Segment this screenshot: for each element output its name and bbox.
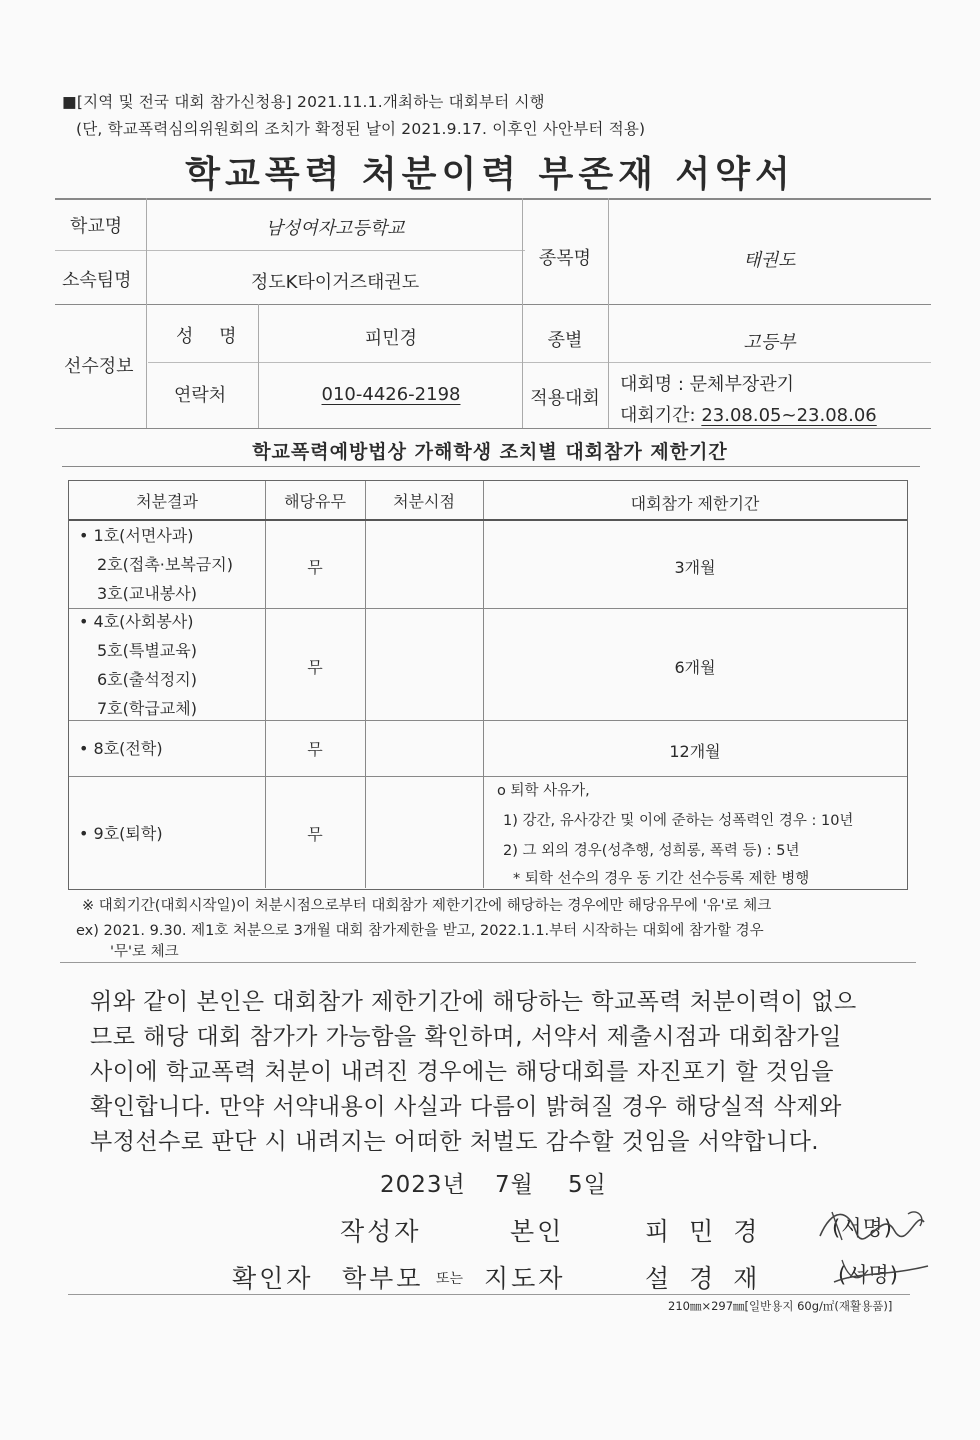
name-value: 피민경 <box>364 328 418 349</box>
event-period-label: 대회기간: <box>620 405 702 426</box>
row2-period: 6개월 <box>674 658 716 677</box>
row4-period-line-4: * 퇴학 선수의 경우 동 기간 선수등록 제한 병행 <box>513 871 810 887</box>
date-month: 7월 <box>495 1172 534 1198</box>
category-label: 종별 <box>547 330 583 351</box>
info-bottom-border <box>55 428 931 429</box>
penalty-col-divider-3 <box>483 481 484 888</box>
row3-period: 12개월 <box>669 742 721 761</box>
row4-period-line-3: 2) 그 외의 경우(성추행, 성희롱, 폭력 등) : 5년 <box>503 843 800 859</box>
notice-line-2: (단, 학교폭력심의위원회의 조치가 확정된 날이 2021.9.17. 이후인 사안부터 적용) <box>76 120 646 138</box>
info-row-divider-3 <box>148 362 931 363</box>
paper-spec: 210㎜×297㎜[일반용지 60g/㎡(재활용품)] <box>668 1299 893 1313</box>
writer-role: 본인 <box>510 1217 565 1246</box>
team-value: 정도K타이거즈태권도 <box>250 272 420 293</box>
row2-item-3: 6호(출석정지) <box>97 670 197 689</box>
writer-signature-scribble <box>812 1202 934 1246</box>
confirmer-role-parent: 학부모 <box>342 1264 424 1293</box>
row3-item-1: • 8호(전학) <box>79 739 163 758</box>
event-period <box>620 401 877 427</box>
penalty-header-divider <box>69 519 907 521</box>
school-label: 학교명 <box>70 216 123 237</box>
writer-sign-mark: (서명) <box>832 1216 893 1240</box>
pledge-line-4: 확인합니다. 만약 서약내용이 사실과 다름이 밝혀질 경우 해당실적 삭제와 <box>90 1094 842 1120</box>
team-label: 소속팀명 <box>62 270 132 291</box>
event-label: 적용대회 <box>530 388 600 409</box>
row1-applicable: 무 <box>307 558 323 577</box>
pledge-line-5: 부정선수로 판단 시 내려지는 어떠한 처벌도 감수할 것임을 서약합니다. <box>90 1129 820 1155</box>
info-row-divider-1 <box>55 250 525 251</box>
writer-name: 피 민 경 <box>645 1217 764 1246</box>
info-col-divider-2 <box>258 304 259 428</box>
info-top-border <box>55 198 931 200</box>
pledge-line-1: 위와 같이 본인은 대회참가 제한기간에 해당하는 학교폭력 처분이력이 없으 <box>90 989 857 1015</box>
row4-applicable: 무 <box>307 825 323 844</box>
row1-item-2: 2호(접촉·보복금지) <box>97 555 233 574</box>
athlete-info-label: 선수정보 <box>64 356 134 377</box>
row3-applicable: 무 <box>307 740 323 759</box>
info-col-divider-4 <box>608 198 609 428</box>
name-label: 성 명 <box>176 326 247 347</box>
pledge-line-2: 므로 해당 대회 참가가 가능함을 확인하며, 서약서 제출시점과 대회참가일 <box>90 1024 842 1050</box>
confirmer-or: 또는 <box>436 1271 464 1287</box>
row1-item-1: • 1호(서면사과) <box>79 526 194 545</box>
contact-value: 010-4426-2198 <box>321 384 461 405</box>
date-day: 5일 <box>568 1172 607 1198</box>
confirmer-label: 확인자 <box>232 1264 314 1293</box>
table-title: 학교폭력예방법상 가해학생 조치별 대회참가 제한기간 <box>252 441 728 463</box>
row1-item-3: 3호(교내봉사) <box>97 584 197 603</box>
header-applicable: 해당유무 <box>284 492 346 511</box>
penalty-table <box>68 480 908 890</box>
info-row-divider-2 <box>55 304 931 305</box>
penalty-row-divider-2 <box>69 720 907 721</box>
header-result: 처분결과 <box>136 492 198 511</box>
footnote-example-2: '무'로 체크 <box>110 944 179 960</box>
header-date: 처분시점 <box>393 492 455 511</box>
pledge-line-3: 사이에 학교폭력 처분이 내려진 경우에는 해당대회를 자진포기 할 것임을 <box>90 1059 835 1085</box>
confirmer-name: 설 경 재 <box>645 1264 764 1293</box>
table-title-underline <box>62 466 920 467</box>
row1-period: 3개월 <box>674 558 716 577</box>
row2-item-2: 5호(특별교육) <box>97 641 197 660</box>
row4-period-line-1: o 퇴학 사유가, <box>497 783 590 799</box>
penalty-row-divider-3 <box>69 776 907 777</box>
row2-item-4: 7호(학급교체) <box>97 699 197 718</box>
row4-item-1: • 9호(퇴학) <box>79 824 163 843</box>
penalty-col-divider-2 <box>365 481 366 888</box>
event-name: 대회명 : 문체부장관기 <box>620 374 794 395</box>
writer-label: 작성자 <box>340 1217 422 1246</box>
confirmer-sign-mark: (서명) <box>838 1263 899 1287</box>
contact-label: 연락처 <box>174 385 227 406</box>
bottom-rule <box>68 1294 910 1295</box>
row2-item-1: • 4호(사회봉사) <box>79 612 194 631</box>
category-value: 고등부 <box>743 332 796 353</box>
confirmer-signature-scribble <box>828 1252 936 1292</box>
row4-period-line-2: 1) 강간, 유사강간 및 이에 준하는 성폭력인 경우 : 10년 <box>503 813 854 829</box>
date-year: 2023년 <box>380 1172 466 1198</box>
confirmer-role-coach: 지도자 <box>484 1264 566 1293</box>
sport-label: 종목명 <box>538 248 592 269</box>
footnote-divider <box>60 962 916 963</box>
info-col-divider-1 <box>146 198 147 428</box>
sport-value: 태권도 <box>743 250 796 271</box>
school-value: 남성여자고등학교 <box>265 218 405 239</box>
row2-applicable: 무 <box>307 658 323 677</box>
notice-line-1: ■[지역 및 전국 대회 참가신청용] 2021.11.1.개최하는 대회부터 시행 <box>62 93 545 111</box>
header-period: 대회참가 제한기간 <box>630 494 760 513</box>
document-title: 학교폭력 처분이력 부존재 서약서 <box>185 154 795 195</box>
footnote-example-1: ex) 2021. 9.30. 제1호 처분으로 3개월 대회 참가제한을 받고, 2022.1.1.부터 시작하는 대회에 참가할 경우 <box>76 923 764 939</box>
penalty-row-divider-1 <box>69 608 907 609</box>
event-period-value: 23.08.05~23.08.06 <box>701 405 877 426</box>
footnote-note: ※ 대회기간(대회시작일)이 처분시점으로부터 대회참가 제한기간에 해당하는 경우에만 해당유무에 '유'로 체크 <box>82 898 772 914</box>
